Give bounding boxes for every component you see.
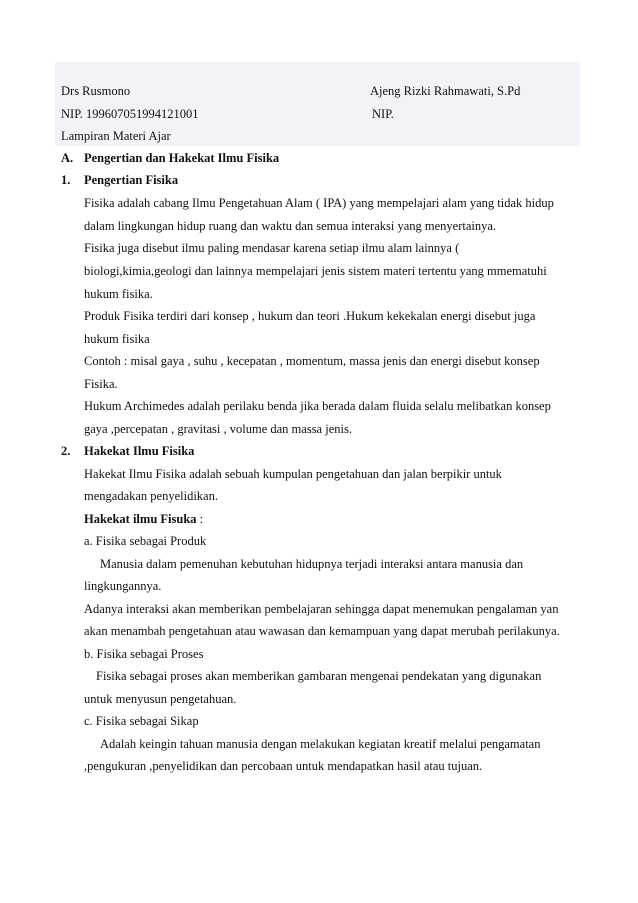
text-line: ,pengukuran ,penyelidikan dan percobaan untuk mendapatkan hasil atau tujuan.	[84, 759, 483, 773]
header-left-nip: NIP. 199607051994121001	[61, 107, 199, 121]
text-line: Produk Fisika terdiri dari konsep , hukum dan teori .Hukum kekekalan energi disebut juga	[84, 309, 536, 323]
text-line: biologi,kimia,geologi dan lainnya mempelajari jenis sistem materi tertentu yang mmematuhi	[84, 264, 547, 278]
text-line: Fisika juga disebut ilmu paling mendasar karena setiap ilmu alam lainnya (	[84, 241, 460, 255]
section-1-title: Pengertian Fisika	[84, 173, 179, 187]
text-line: hukum fisika.	[84, 287, 153, 301]
section-1-label: 1.	[61, 173, 71, 187]
text-line: untuk menyusun pengetahuan.	[84, 692, 237, 706]
section-2-title: Hakekat Ilmu Fisika	[84, 444, 195, 458]
subheading-proses: b. Fisika sebagai Proses	[84, 647, 204, 661]
subheading-sikap: c. Fisika sebagai Sikap	[84, 714, 199, 728]
section-a-title: Pengertian dan Hakekat Ilmu Fisika	[84, 151, 280, 165]
header-right-nip: NIP.	[372, 107, 394, 121]
text-line: Adanya interaksi akan memberikan pembelajaran sehingga dapat menemukan pengalaman yan	[84, 602, 559, 616]
text-line: akan menambah pengetahuan atau wawasan dan kemampuan yang dapat merubah perilakunya.	[84, 624, 560, 638]
text-line: Fisika.	[84, 377, 118, 391]
hakekat-colon: :	[196, 512, 204, 526]
text-line: Fisika sebagai proses akan memberikan gambaran mengenai pendekatan yang digunakan	[96, 669, 542, 683]
text-line: mengadakan penyelidikan.	[84, 489, 218, 503]
hakekat-bold-label: Hakekat ilmu Fisuka	[84, 512, 197, 526]
section-a-label: A.	[61, 151, 74, 165]
text-line: Hakekat Ilmu Fisika adalah sebuah kumpulan pengetahuan dan jalan berpikir untuk	[84, 467, 502, 481]
text-line: Contoh : misal gaya , suhu , kecepatan , momentum, massa jenis dan energi disebut konsep	[84, 354, 540, 368]
text-line: dalam lingkungan hidup ruang dan waktu dan semua interaksi yang menyertainya.	[84, 219, 497, 233]
text-line: gaya ,percepatan , gravitasi , volume dan massa jenis.	[84, 422, 352, 436]
header-left-name: Drs Rusmono	[61, 84, 131, 98]
subheading-produk: a. Fisika sebagai Produk	[84, 534, 207, 548]
text-line: lingkungannya.	[84, 579, 162, 593]
text-line: Fisika adalah cabang Ilmu Pengetahuan Alam ( IPA) yang mempelajari alam yang tidak hidup	[84, 196, 554, 210]
header-attachment: Lampiran Materi Ajar	[61, 129, 171, 143]
text-line: Adalah keingin tahuan manusia dengan melakukan kegiatan kreatif melalui pengamatan	[100, 737, 541, 751]
hakekat-line	[84, 511, 203, 527]
text-line: Manusia dalam pemenuhan kebutuhan hidupnya terjadi interaksi antara manusia dan	[100, 557, 524, 571]
text-line: hukum fisika	[84, 332, 150, 346]
text-line: Hukum Archimedes adalah perilaku benda jika berada dalam fluida selalu melibatkan konsep	[84, 399, 551, 413]
header-right-name: Ajeng Rizki Rahmawati, S.Pd	[370, 84, 521, 98]
section-2-label: 2.	[61, 444, 71, 458]
